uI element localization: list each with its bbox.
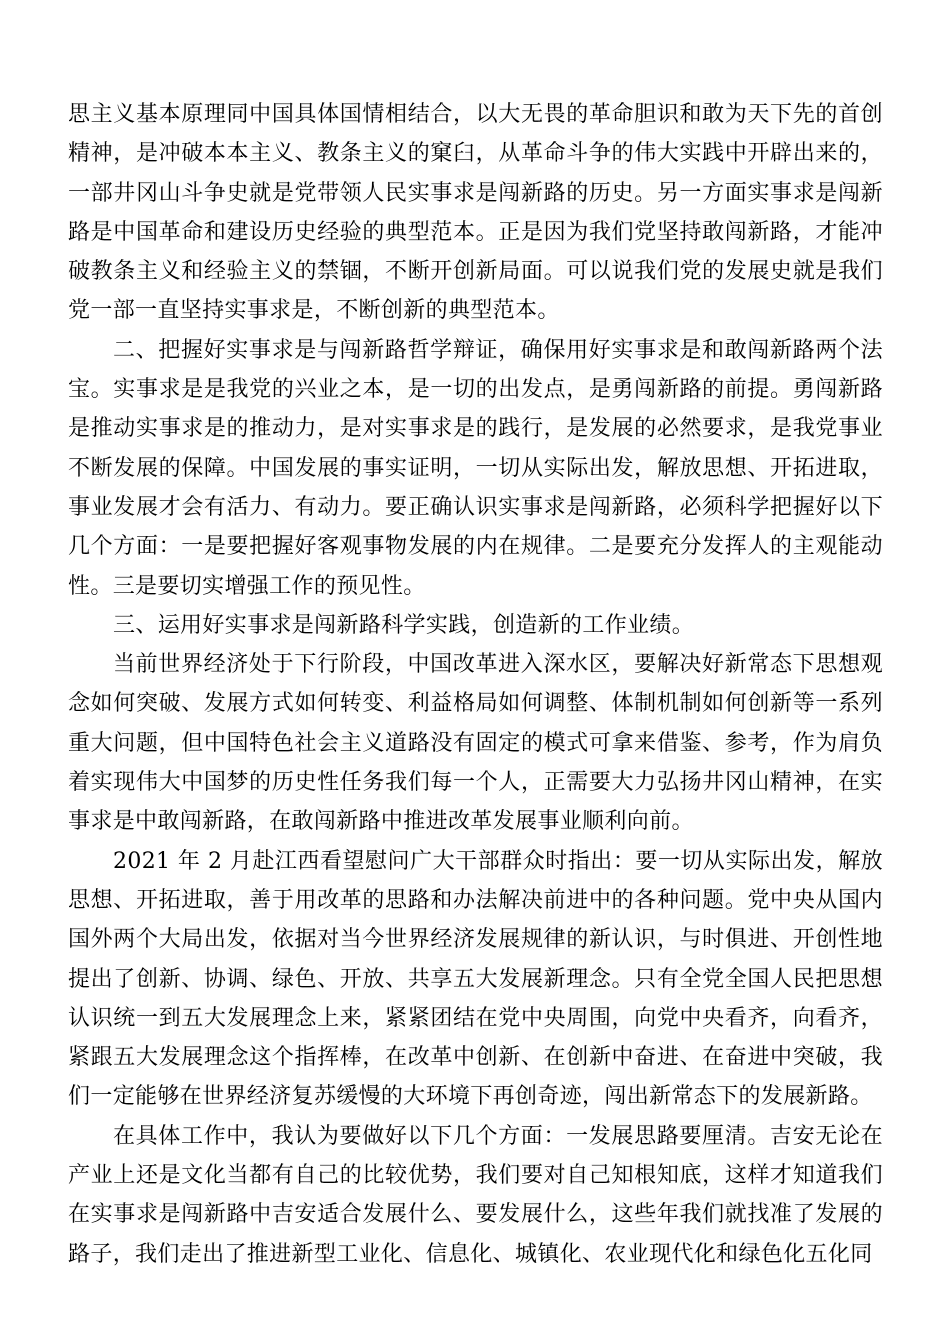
paragraph-continuation: 思主义基本原理同中国具体国情相结合，以大无畏的革命胆识和敢为天下先的首创精神，是冲破本本主义、教条主义的窠臼，从革命斗争的伟大实践中开辟出来的，一部井冈山斗争史就是党带领人民实事求是闯新路的历史。另一方面实事求是闯新路是中国革命和建设历史经验的典型范本。正是因为我们党坚持敢闯新路，才能冲破教条主义和经验主义的禁锢，不断开创新局面。可以说我们党的发展史就是我们党一部一直坚持实事求是，不断创新的典型范本。 xyxy=(68,102,883,324)
paragraph-2021-visit: 2021 年 2 月赴江西看望慰问广大干部群众时指出：要一切从实际出发，解放思想、开拓进取，善于用改革的思路和办法解决前进中的各种问题。党中央从国内国外两个大局出发，依据对当今世界经济发展规律的新认识，与时俱进、开创性地提出了创新、协调、绿色、开放、共享五大发展新理念。只有全党全国人民把思想认识统一到五大发展理念上来，紧紧团结在党中央周围，向党中央看齐，向看齐，紧跟五大发展理念这个指挥棒，在改革中创新、在创新中奋进、在奋进中突破，我们一定能够在世界经济复苏缓慢的大环境下再创奇迹，闯出新常态下的发展新路。 xyxy=(68,848,883,1110)
paragraph-specific-work: 在具体工作中，我认为要做好以下几个方面：一发展思路要厘清。吉安无论在产业上还是文化当都有自己的比较优势，我们要对自己知根知底，这样才知道我们在实事求是闯新路中吉安适合发展什么、要发展什么，这些年我们就找准了发展的路子，我们走出了推进新型工业化、信息化、城镇化、农业现代化和绿色化五化同 xyxy=(68,1123,883,1267)
document-body xyxy=(68,95,883,1274)
paragraph-world-economy: 当前世界经济处于下行阶段，中国改革进入深水区，要解决好新常态下思想观念如何突破、发展方式如何转变、利益格局如何调整、体制机制如何创新等一系列重大问题，但中国特色社会主义道路没有固定的模式可拿来借鉴、参考，作为肩负着实现伟大中国梦的历史性任务我们每一个人，正需要大力弘扬井冈山精神，在实事求是中敢闯新路，在敢闯新路中推进改革发展事业顺利向前。 xyxy=(68,652,883,835)
paragraph-section-two: 二、把握好实事求是与闯新路哲学辩证，确保用好实事求是和敢闯新路两个法宝。实事求是是我党的兴业之本，是一切的出发点，是勇闯新路的前提。勇闯新路是推动实事求是的推动力，是对实事求是的践行，是发展的必然要求，是我党事业不断发展的保障。中国发展的事实证明，一切从实际出发，解放思想、开拓进取，事业发展才会有活力、有动力。要正确认识实事求是闯新路，必须科学把握好以下几个方面：一是要把握好客观事物发展的内在规律。二是要充分发挥人的主观能动性。三是要切实增强工作的预见性。 xyxy=(68,337,883,599)
paragraph-section-three-heading: 三、运用好实事求是闯新路科学实践，创造新的工作业绩。 xyxy=(113,612,695,638)
